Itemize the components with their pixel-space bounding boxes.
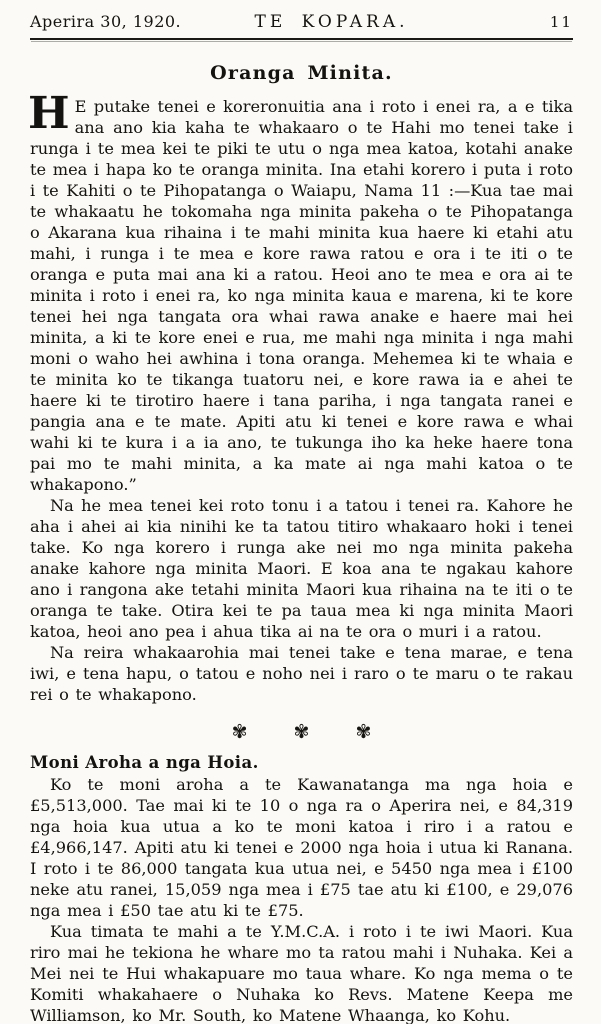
dropcap-letter: H xyxy=(28,88,70,139)
issue-date: Aperira 30, 1920. xyxy=(30,12,182,31)
running-head xyxy=(30,10,573,40)
article-paragraph: Na reira whakaarohia mai tenei take e tena marae, e tena iwi, e tena hapu, o tatou e noho nei i raro o te maru o te rakau rei o te whakapono. xyxy=(30,643,573,704)
ornament-divider xyxy=(30,721,573,743)
article-paragraph: Kua timata te mahi a te Y.M.C.A. i roto i te iwi Maori. Kua riro mai he tekiona he whare mo ta ratou mahi i Nuhaka. Kei a Mei nei te Hui whakapuare mo taua whare. Ko nga mema o te Komiti whakahaere o Nuhaka ko Revs. Matene Keepa me Williamson, ko Mr. South, ko Matene Whaanga, ko Kohu. xyxy=(30,922,573,1024)
article-paragraph: Ko te moni aroha a te Kawanatanga ma nga hoia e £5,513,000. Tae mai ki te 10 o nga ra o Aperira nei, e 84,319 nga hoia kua utua a ko te moni katoa i riro i a ratou e £4,966,147. Apiti atu ki tenei e 2000 nga hoia i utua ki Ranana. I roto i te 86,000 tangata kua utua nei, e 5450 nga mea i £100 neke atu ranei, 15,059 nga mea i £75 tae atu ki £100, e 29,076 nga mea i £50 tae atu ki te £75. xyxy=(30,775,573,920)
page-number: 11 xyxy=(549,13,573,31)
rosette-ornament-icon: ✾ xyxy=(231,721,248,743)
rosette-ornament-icon: ✾ xyxy=(355,721,372,743)
article-title: Oranga Minita. xyxy=(210,62,393,84)
masthead-title: TE KOPARA. xyxy=(254,12,409,32)
section-heading: Moni Aroha a nga Hoia. xyxy=(30,753,259,772)
rosette-ornament-icon: ✾ xyxy=(293,721,310,743)
article-paragraph: Na he mea tenei kei roto tonu i a tatou i tenei ra. Kahore he aha i ahei ai kia ninihi ke ta tatou titiro whakaaro hoki i tenei take. Ko nga korero i runga ake nei mo nga minita pakeha anake kahore nga minita Maori. E koa ana te ngakau kahore ano i rangona ake tetahi minita Maori kua rihaina na te iti o te oranga te take. Otira kei te pa taua mea ki nga minita Maori katoa, heoi ano pea i ahua tika ai na te ora o muri i a ratou. xyxy=(30,496,573,641)
paragraph-text: E putake tenei e koreronuitia ana i roto i enei ra, a e tika ana ano kia kaha te whakaaro o te Hahi mo tenei take i runga i te mea kei te piki te utu o nga mea katoa, kotahi anake te mea i hapa ko te oranga minita. Ina etahi korero i puta i roto i te Kahiti o te Pihopatanga o Waiapu, Nama 11 :—Kua tae mai te whakaatu he tokomaha nga minita pakeha o te Pihopatanga o Akarana kua rihaina i te mahi minita kua haere ki etahi atu mahi, i runga i te mea e kore rawa ratou e ora i te iti o te oranga e puta mai ana ki a ratou. Heoi ano te mea e ora ai te minita i roto i enei ra, ko nga minita kaua e marena, ki te kore tenei hei nga tangata ora whai rawa anake e haere mai hei minita, a ki te kore enei e rua, me mahi nga minita i nga mahi moni o waho hei awhina i tona oranga. Mehemea ki te whaia e te minita ko te tikanga tuatoru nei, e kore rawa ia e ahei te haere ki te tirotiro haere i tana pariha, i nga tangata ranei e pangia ana e te mate. Apiti atu ki tenei e kore rawa e whai wahi ki te kura i a ia ano, te tukunga iho ka heke haere tona pai mo te mahi minita, a ka mate ai nga mahi katoa o te whakapono.” xyxy=(30,97,573,494)
article-paragraph xyxy=(28,88,573,495)
